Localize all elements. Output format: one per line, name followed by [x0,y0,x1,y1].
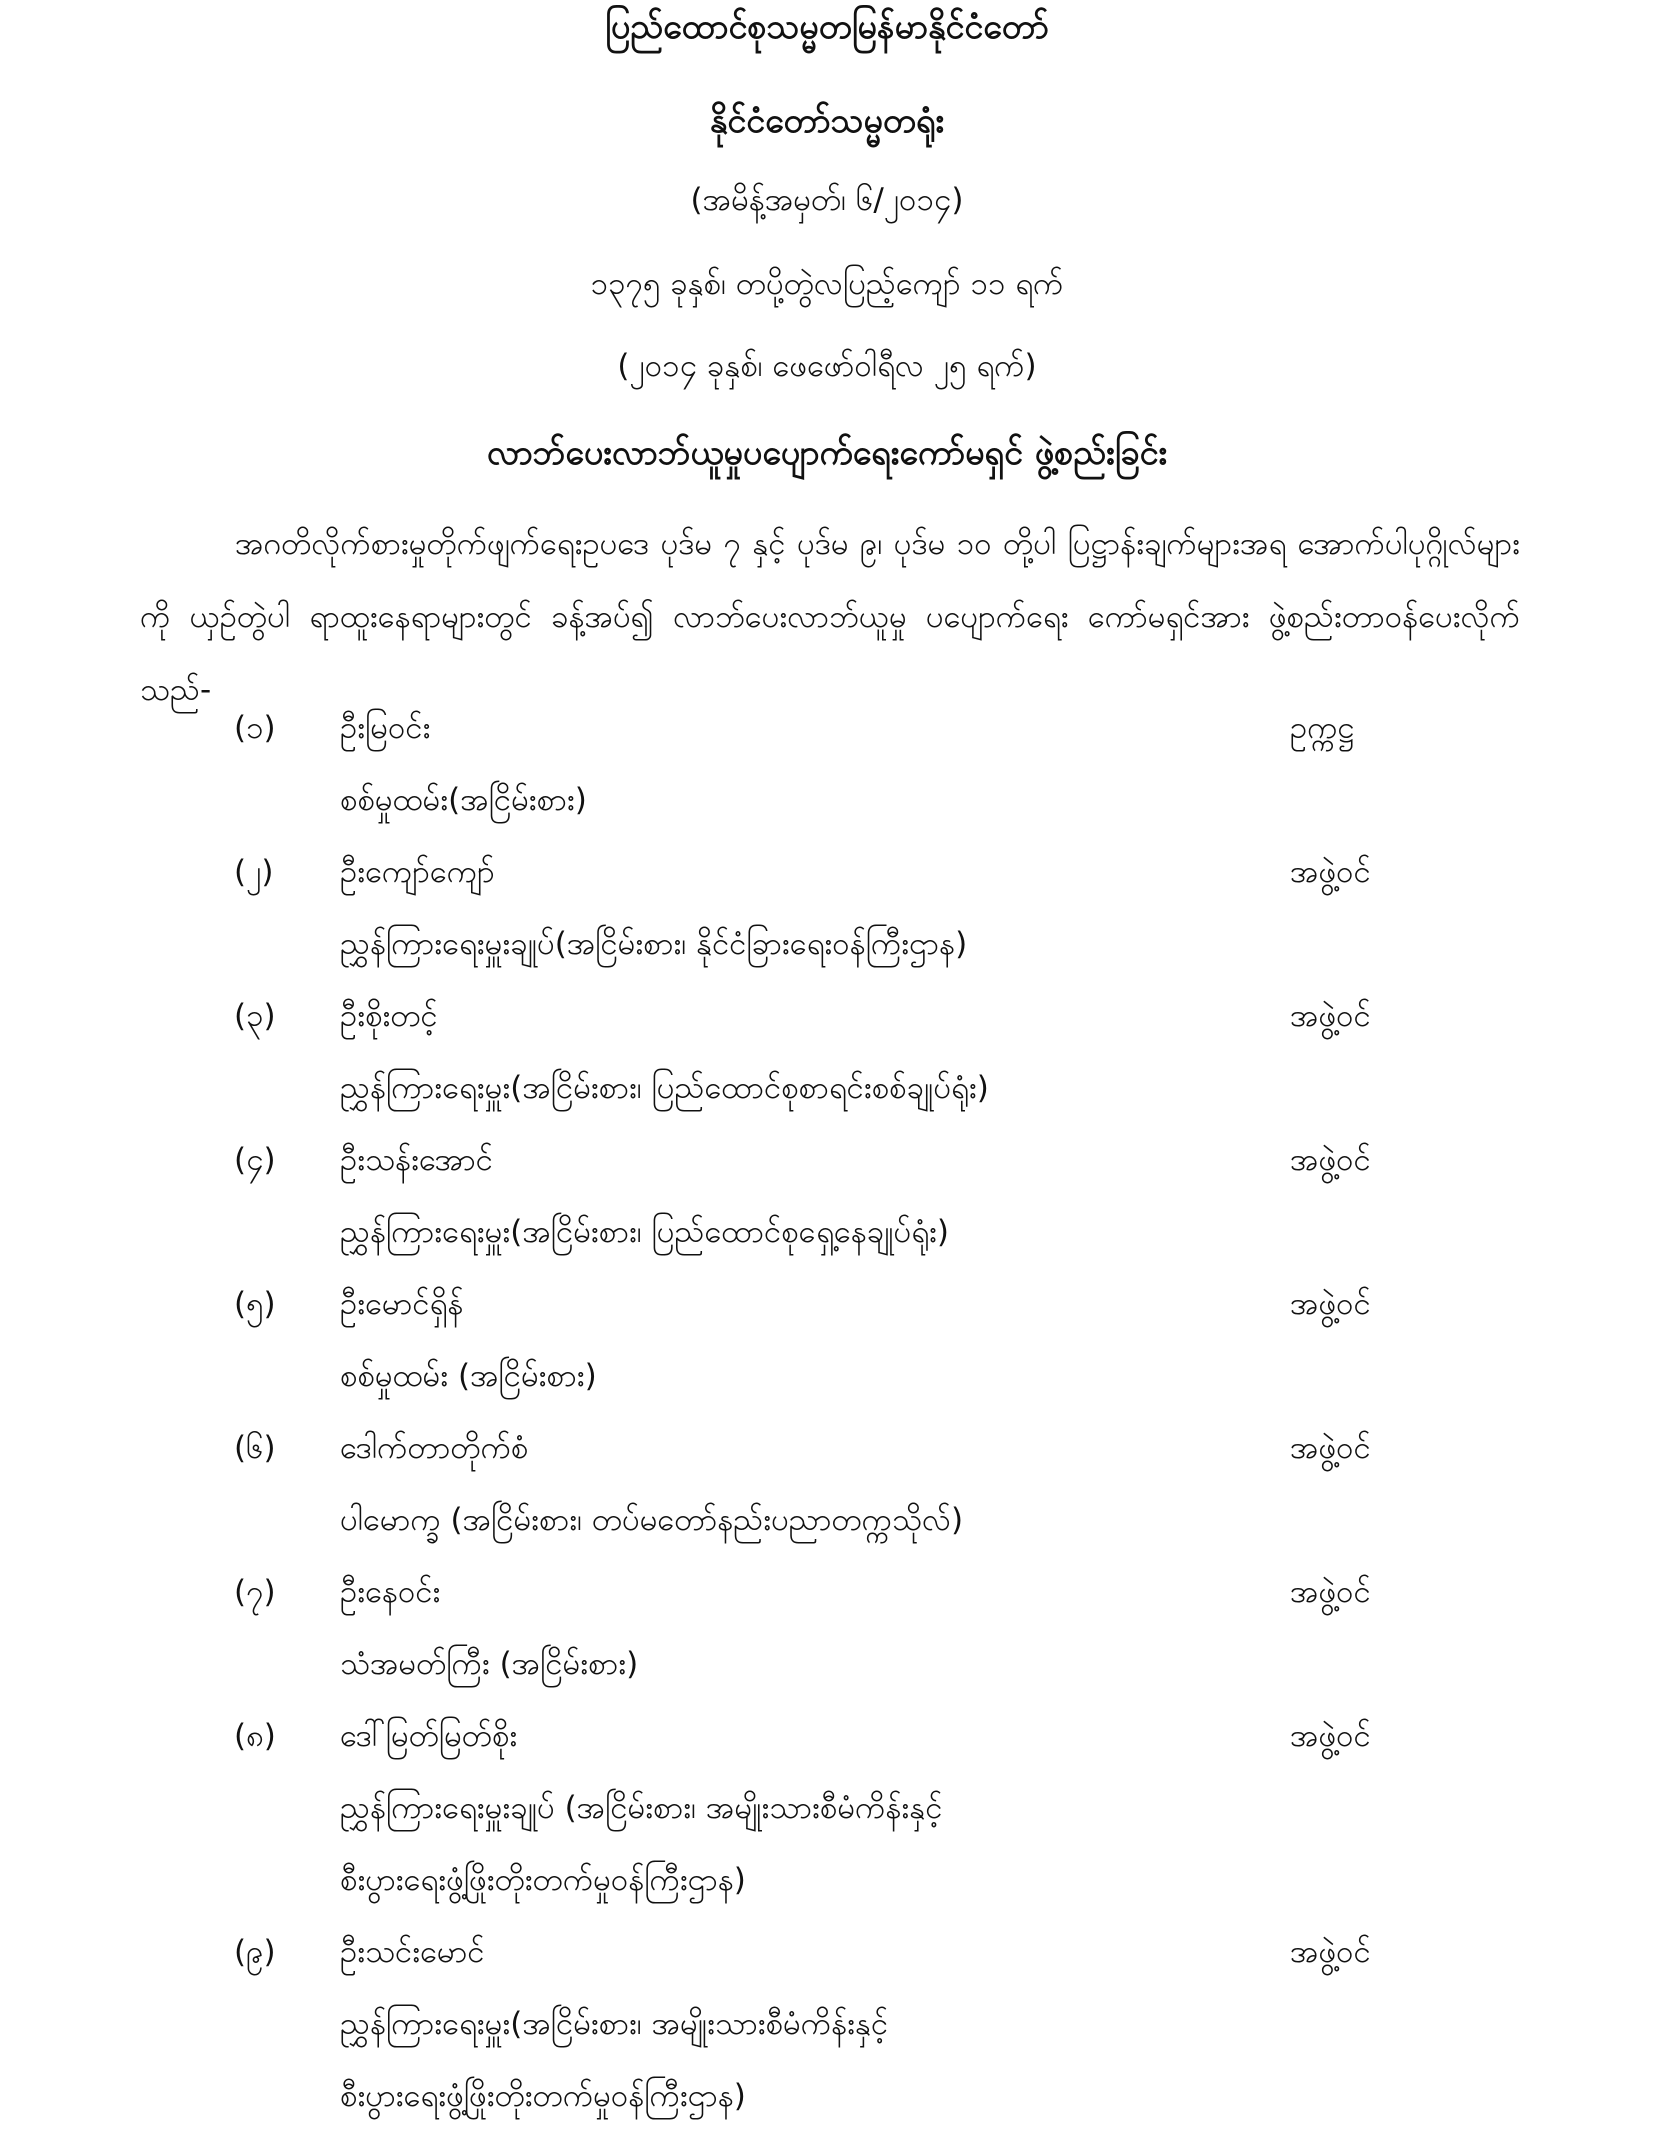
document-title: လာဘ်ပေးလာဘ်ယူမှုပပျောက်ရေးကော်မရှင် ဖွဲ့စည်းခြင်း [486,433,1168,473]
member-number: (၃) [234,998,276,1034]
gregorian-date: (၂၀၁၄ ခုနှစ်၊ ဖေဖော်ဝါရီလ ၂၅ ရက်) [617,348,1037,384]
member-number: (၇) [234,1574,276,1610]
member-name: ဒေါ်မြတ်မြတ်စိုး [340,1718,518,1754]
member-number: (၂) [234,854,274,890]
member-description: စစ်မှုထမ်း(အငြိမ်းစား) [340,782,587,818]
member-name: ဦးနေဝင်း [340,1574,441,1610]
member-number: (၅) [234,1286,276,1322]
office-name: နိုင်ငံတော်သမ္မတရုံး [709,101,945,141]
member-role: အဖွဲ့ဝင် [1290,1934,1371,1970]
member-description: စီးပွားရေးဖွံ့ဖြိုးတိုးတက်မှုဝန်ကြီးဌာန) [340,2078,746,2114]
member-name: ဦးမောင်ရှိန် [340,1286,464,1322]
member-name: ဒေါက်တာတိုက်စံ [340,1430,529,1466]
country-name: ပြည်ထောင်စုသမ္မတမြန်မာနိုင်ငံတော် [605,7,1049,47]
member-name: ဦးသန်းအောင် [340,1142,493,1178]
member-role: အဖွဲ့ဝင် [1290,1142,1371,1178]
member-name: ဦးကျော်ကျော် [340,854,495,890]
member-number: (၆) [234,1430,276,1466]
member-role: အဖွဲ့ဝင် [1290,1574,1371,1610]
member-role: အဖွဲ့ဝင် [1290,1718,1371,1754]
member-role: အဖွဲ့ဝင် [1290,854,1371,890]
member-name: ဦးစိုးတင့် [340,998,438,1034]
member-description: ညွှန်ကြားရေးမှူး(အငြိမ်းစား၊ အမျိုးသားစီမံကိန်းနှင့် [340,2006,889,2042]
member-name: ဦးသင်းမောင် [340,1934,485,1970]
member-number: (၁) [234,710,276,746]
member-description: ညွှန်ကြားရေးမှူးချုပ် (အငြိမ်းစား၊ အမျိုးသားစီမံကိန်းနှင့် [340,1790,943,1826]
member-role: အဖွဲ့ဝင် [1290,998,1371,1034]
member-name: ဦးမြဝင်း [340,710,431,746]
intro-paragraph: အဂတိလိုက်စားမှုတိုက်ဖျက်ရေးဥပဒေ ပုဒ်မ ၇ နှင့် ပုဒ်မ ၉၊ ပုဒ်မ ၁၀ တို့ပါ ပြဋ္ဌာန်းချက်များအရ အောက်ပါပုဂ္ဂိုလ်များကို ယှဉ်တွဲပါ ရာထူးနေရာများတွင် ခန့်အပ်၍ လာဘ်ပေးလာဘ်ယူမှု ပပျောက်ရေး ကော်မရှင်အား ဖွဲ့စည်းတာဝန်ပေးလိုက်သည်- [140,526,1520,708]
order-number: (အမိန့်အမှတ်၊ ၆/၂၀၁၄) [690,182,964,218]
member-description: ပါမောက္ခ (အငြိမ်းစား၊ တပ်မတော်နည်းပညာတက္ကသိုလ်) [340,1502,964,1538]
member-description: ညွှန်ကြားရေးမှူးချုပ်(အငြိမ်းစား၊ နိုင်ငံခြားရေးဝန်ကြီးဌာန) [340,926,968,962]
myanmar-date: ၁၃၇၅ ခုနှစ်၊ တပို့တွဲလပြည့်ကျော် ၁၁ ရက် [590,266,1064,302]
member-description: ညွှန်ကြားရေးမှူး(အငြိမ်းစား၊ ပြည်ထောင်စုရှေ့နေချုပ်ရုံး) [340,1214,949,1250]
member-role: ဥက္ကဋ္ဌ [1290,710,1355,746]
member-number: (၉) [234,1934,276,1970]
member-description: စစ်မှုထမ်း (အငြိမ်းစား) [340,1358,597,1394]
member-description: သံအမတ်ကြီး (အငြိမ်းစား) [340,1646,639,1682]
member-description: စီးပွားရေးဖွံ့ဖြိုးတိုးတက်မှုဝန်ကြီးဌာန) [340,1862,746,1898]
member-role: အဖွဲ့ဝင် [1290,1286,1371,1322]
member-number: (၈) [234,1718,276,1754]
member-number: (၄) [234,1142,276,1178]
member-description: ညွှန်ကြားရေးမှူး(အငြိမ်းစား၊ ပြည်ထောင်စုစာရင်းစစ်ချုပ်ရုံး) [340,1070,989,1106]
member-role: အဖွဲ့ဝင် [1290,1430,1371,1466]
